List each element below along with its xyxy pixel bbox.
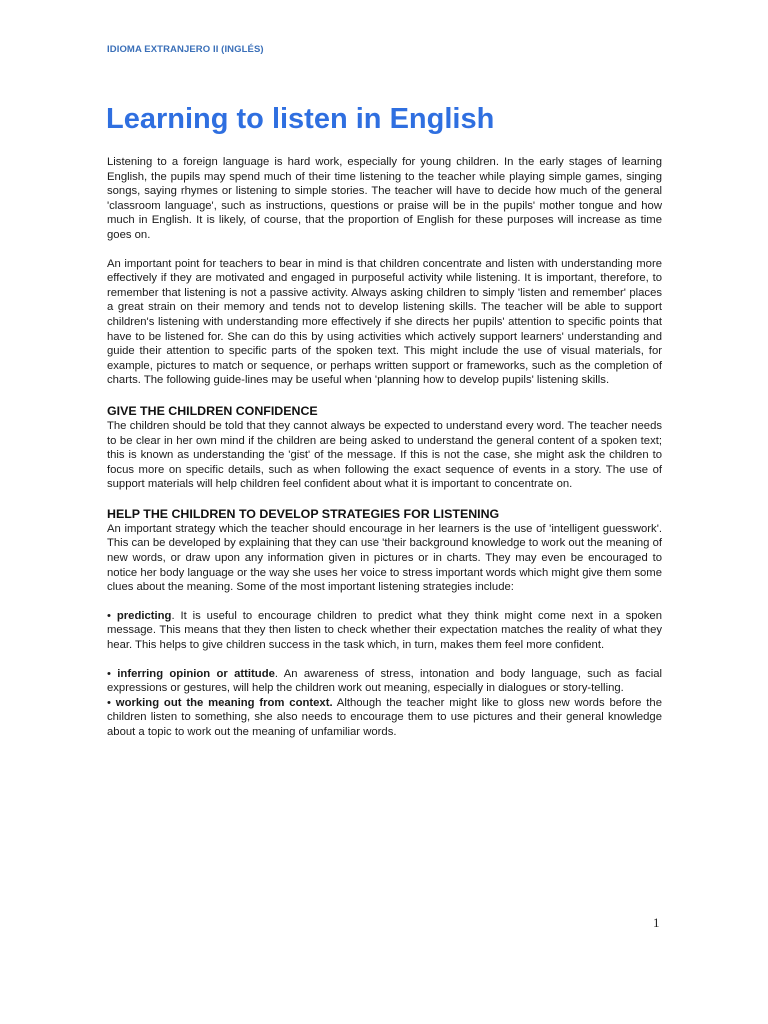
list-item-text: Although the teacher might like to gloss new words before the children listen to something, she also needs to encourage them to use pictures and their general knowledge about a topic to work out the meaning of unfamiliar words.	[107, 696, 662, 738]
bullet-marker: •	[107, 667, 111, 680]
bullet-marker: •	[107, 609, 111, 622]
list-item-term: working out the meaning from context.	[115, 696, 333, 709]
list-item-predicting	[107, 609, 662, 653]
section-heading-confidence: GIVE THE CHILDREN CONFIDENCE	[107, 403, 318, 418]
course-header: IDIOMA EXTRANJERO II (INGLÉS)	[107, 44, 264, 55]
bullet-marker: •	[107, 696, 111, 709]
section-heading-strategies: HELP THE CHILDREN TO DEVELOP STRATEGIES FOR LISTENING	[107, 506, 500, 521]
list-item-term: predicting	[116, 609, 172, 622]
list-item-text: . An awareness of stress, intonation and body language, such as facial expressions or gestures, will help the children work out meaning, especially in dialogues or story-telling.	[107, 667, 663, 695]
intro-paragraph-1: Listening to a foreign language is hard work, especially for young children. In the early stages of learning English, the pupils may spend much of their time listening to the teacher while playing simple games, singing songs, saying rhymes or listening to simple stories. The teacher will have to decide how much of the general 'classroom language', such as instructions, questions or praise will be in the pupils' mother tongue and how much in English. It is likely, of course, that the proportion of English for these purposes will increase as time goes on.	[107, 156, 662, 241]
document-body	[107, 155, 662, 740]
page-number: 1	[653, 915, 660, 930]
list-item-text: . It is useful to encourage children to predict what they think might come next in a spoken message. This means that they then listen to check whether their expectation matches the reality of what they hear. This helps to give children success in the task which, in turn, makes them feel more confident.	[107, 609, 663, 652]
intro-paragraph-2: An important point for teachers to bear in mind is that children concentrate and listen with understanding more effectively if they are motivated and engaged in purposeful activity while listening. It is important, therefore, to remember that listening is not a passive activity. Always asking children to simply 'listen and remember' places a great strain on their memory and tends not to develop listening skills. The teacher will be able to support children's listening with understanding more effectively if she directs her pupils' attention to specific points that have to be listened for. She can do this by using activities which actively support learners' understanding and guide their attention to specific parts of the spoken text. This might include the use of visual materials, for example, pictures to match or sequence, or perhaps written support or frameworks, such as the completion of charts. The following guide-lines may be useful when 'planning how to develop pupils' listening skills.	[107, 257, 662, 387]
list-item-inferring	[107, 667, 662, 696]
page-title: Learning to listen in English	[106, 103, 495, 135]
section-text-confidence: The children should be told that they cannot always be expected to understand every word. The teacher needs to be clear in her own mind if the children are being asked to understand the general content of a spoken text; this is known as understanding the 'gist' of the message. If this is not the case, she might ask the children to focus more on specific details, such as when following the exact sequence of events in a story. The use of support materials will help children feel confident about what it is important to concentrate on.	[107, 419, 662, 491]
section-text-strategies: An important strategy which the teacher should encourage in her learners is the use of 'intelligent guesswork'. This can be developed by explaining that they can use 'their background knowledge to work out the meaning of new words, or draw upon any information given in pictures or in charts. They may even be encouraged to notice her body language or the way she uses her voice to stress important words which might give them some clues about the meaning. Some of the most important listening strategies include:	[107, 522, 662, 594]
list-item-context	[107, 696, 662, 740]
list-item-term: inferring opinion or attitude	[117, 667, 275, 680]
